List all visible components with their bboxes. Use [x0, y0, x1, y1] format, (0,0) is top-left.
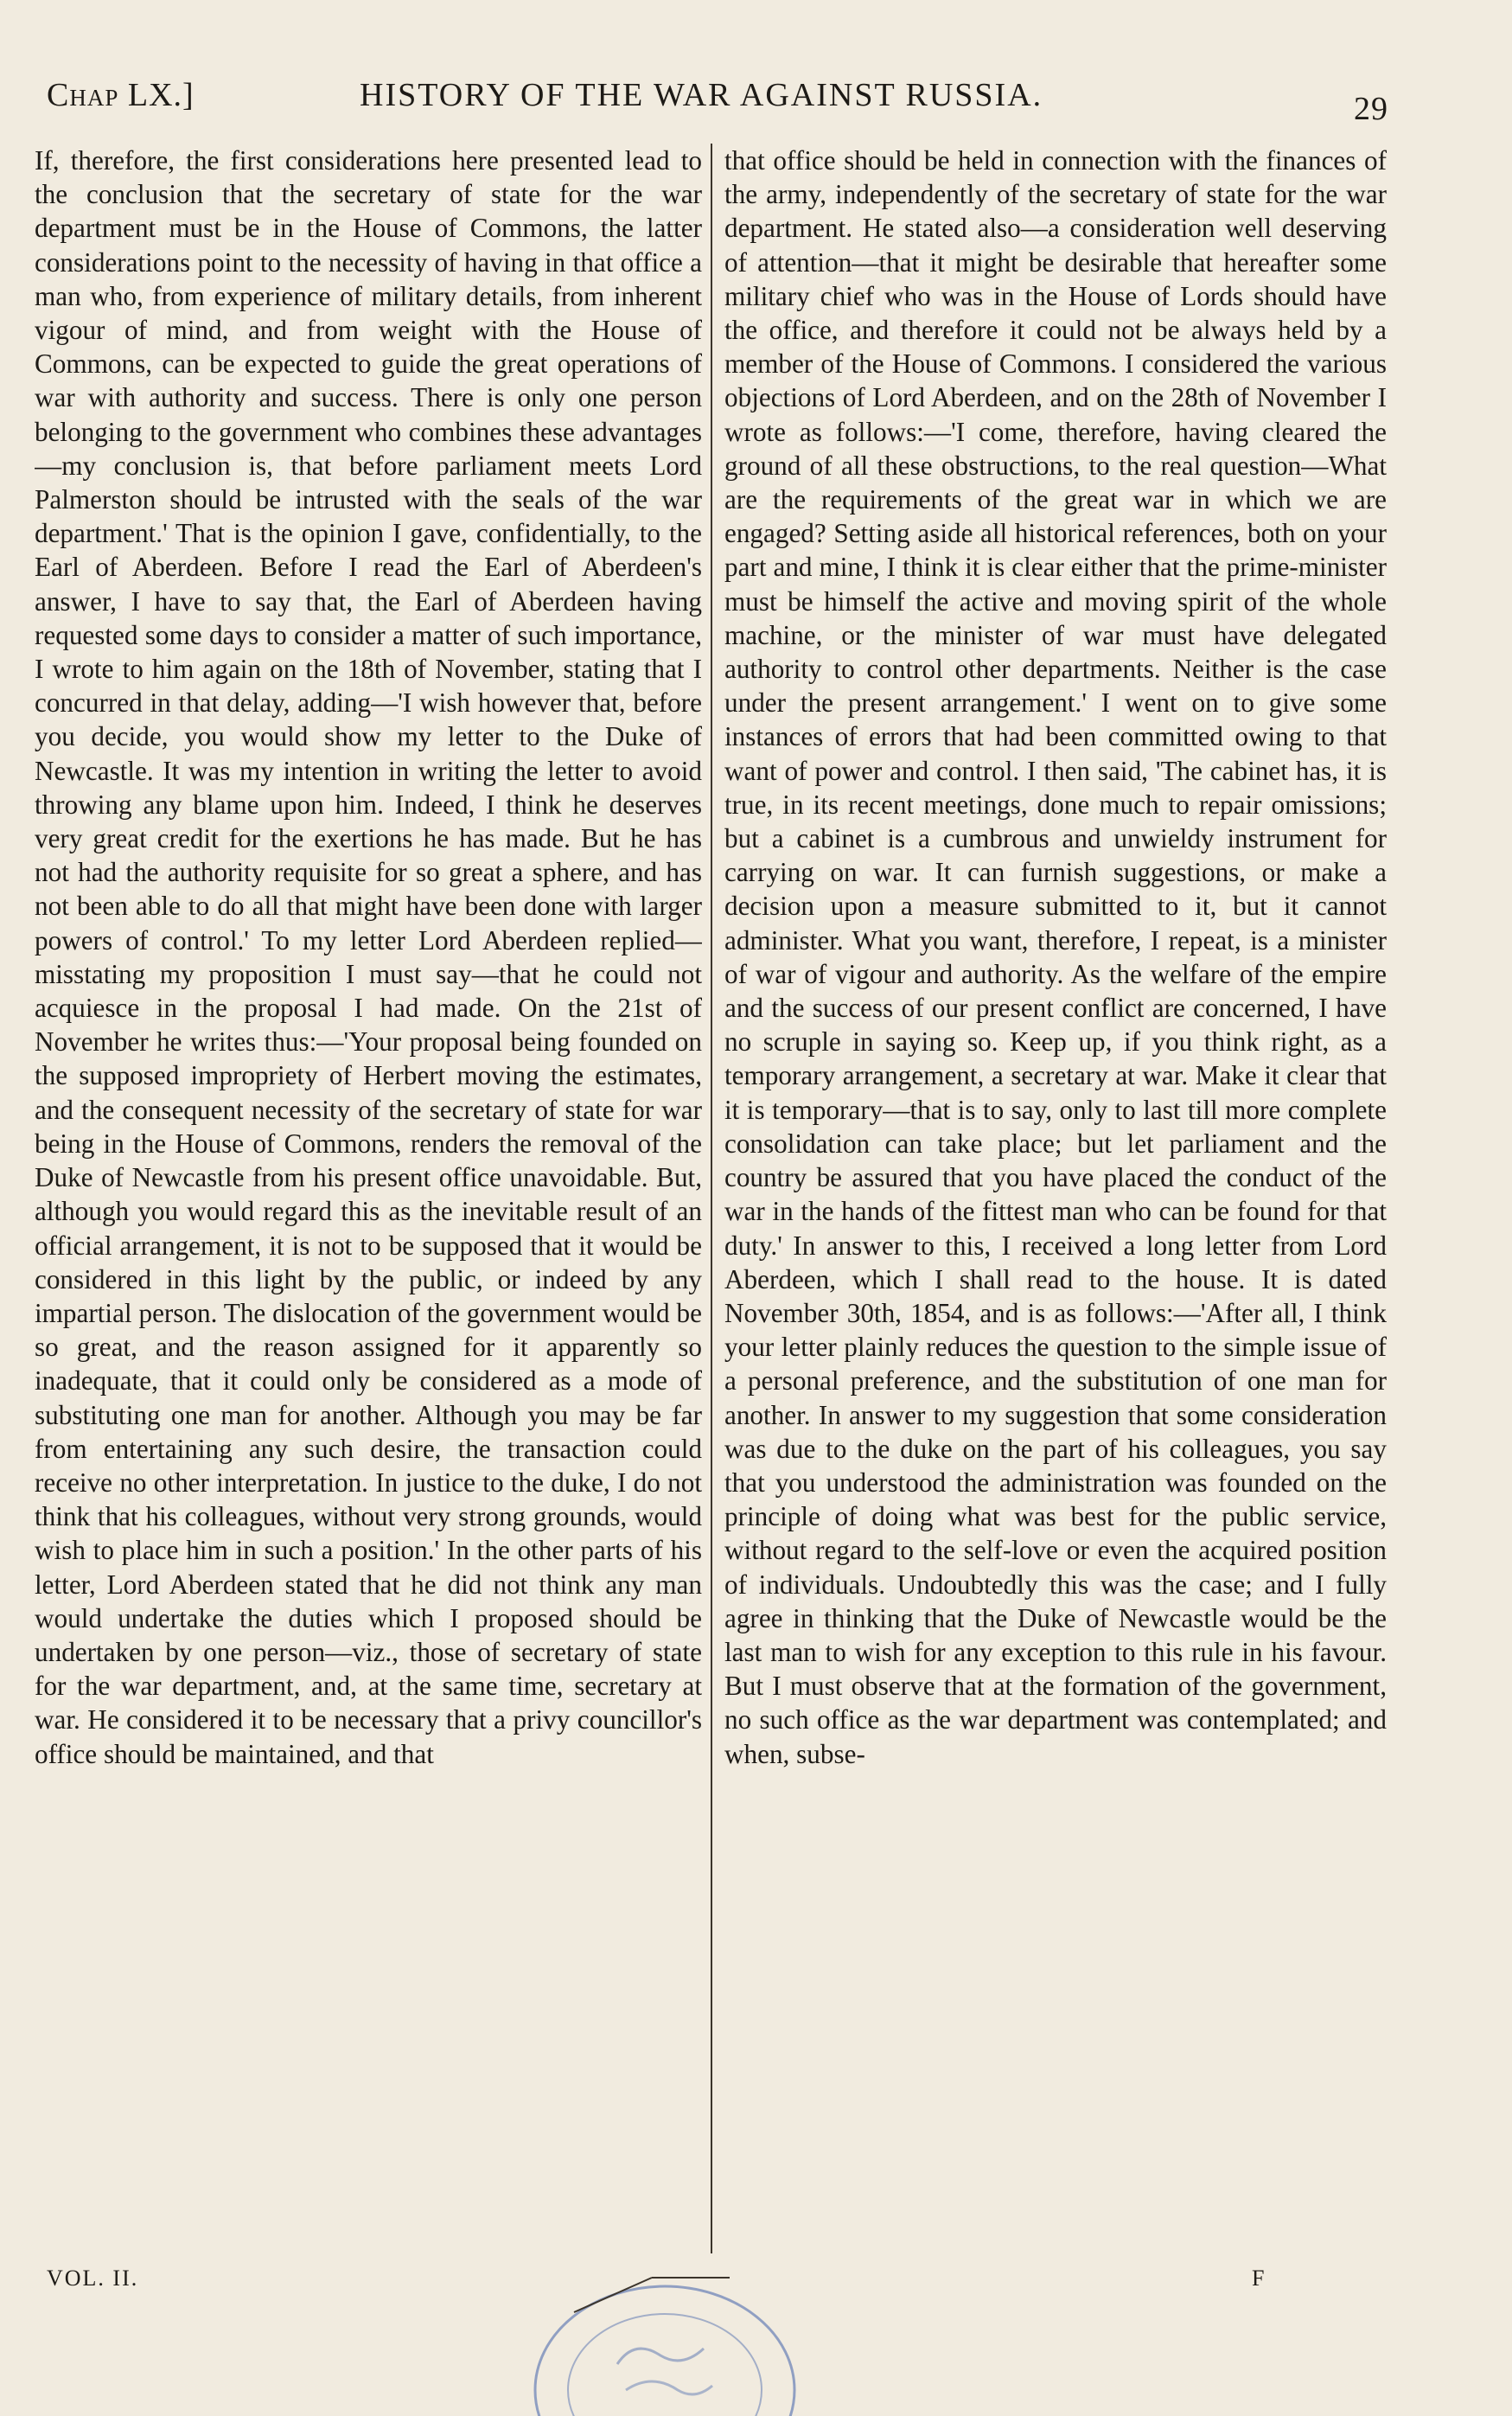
running-title: HISTORY OF THE WAR AGAINST RUSSIA.	[360, 77, 1043, 113]
right-column	[724, 144, 1387, 2262]
left-column-text: If, therefore, the first considerations here presented lead to the conclusion that the secretary of state for the war department must be in the House of Commons, the latter considerations point to the necessity of having in that office a man who, from experience of military details, from inherent vigour of mind, and from weight with the House of Commons, can be expected to guide the great operations of war with authority and success. There is only one person belonging to the government who combines these advantages—my conclusion is, that before parliament meets Lord Palmerston should be intrusted with the seals of the war department.' That is the opinion I gave, confidentially, to the Earl of Aberdeen. Before I read the Earl of Aberdeen's answer, I have to say that, the Earl of Aberdeen having requested some days to consider a matter of such importance, I wrote to him again on the 18th of November, stating that I concurred in that delay, adding—'I wish however that, before you decide, you would show my letter to the Duke of Newcastle. It was my intention in writing the letter to avoid throwing any blame upon him. Indeed, I think he deserves very great credit for the exertions he has made. But he has not had the authority requisite for so great a sphere, and has not been able to do all that might have been done with larger powers of control.' To my letter Lord Aberdeen replied—misstating my proposition I must say—that he could not acquiesce in the proposal I had made. On the 21st of November he writes thus:—'Your proposal being founded on the supposed impropriety of Herbert moving the estimates, and the consequent necessity of the secretary of state for war being in the House of Commons, renders the removal of the Duke of Newcastle from his present office unavoidable. But, although you would regard this as the inevitable result of an official arrangement, it is not to be supposed that it would be considered in this light by the public, or indeed by any impartial person. The dislocation of the government would be so great, and the reason assigned for it apparently so inadequate, that it could only be considered as a mode of substituting one man for another. Although you may be far from entertaining any such desire, the transaction could receive no other interpretation. In justice to the duke, I do not think that his colleagues, without very strong grounds, would wish to place him in such a position.' In the other parts of his letter, Lord Aberdeen stated that he did not think any man would undertake the duties which I proposed should be undertaken by one person—viz., those of secretary of state for the war department, and, at the same time, secretary at war. He considered it to be necessary that a privy councillor's office should be maintained, and that	[35, 145, 702, 1769]
library-stamp-icon	[522, 2260, 807, 2416]
running-header	[47, 76, 1430, 128]
page-number: 29	[1354, 91, 1388, 127]
column-divider	[711, 144, 712, 2253]
signature-mark: F	[1252, 2266, 1265, 2291]
chapter-label: Chap LX.]	[47, 77, 195, 113]
right-column-text: that office should be held in connection with the finances of the army, independently of the secretary of state for the war department. He stated also—a consideration well deserving of attention—that it might be desirable that hereafter some military chief who was in the House of Lords should have the office, and therefore it could not be always held by a member of the House of Commons. I considered the various objections of Lord Aberdeen, and on the 28th of November I wrote as follows:—'I come, therefore, having cleared the ground of all these obstructions, to the real question—What are the requirements of the great war in which we are engaged? Setting aside all historical references, both on your part and mine, I think it is clear either that the prime-minister must be himself the active and moving spirit of the whole machine, or the minister of war must have delegated authority to control other departments. Neither is the case under the present arrangement.' I went on to give some instances of errors that had been committed owing to that want of power and control. I then said, 'The cabinet has, it is true, in its recent meetings, done much to repair omissions; but a cabinet is a cumbrous and unwieldy instrument for carrying on war. It can furnish suggestions, or make a decision upon a measure submitted to it, but it cannot administer. What you want, therefore, I repeat, is a minister of war of vigour and authority. As the welfare of the empire and the success of our present conflict are concerned, I have no scruple in saying so. Keep up, if you think right, as a temporary arrangement, a secretary at war. Make it clear that it is temporary—that is to say, only to last till more complete consolidation can take place; but let parliament and the country be assured that you have placed the conduct of the war in the hands of the fittest man who can be found for that duty.' In answer to this, I received a long letter from Lord Aberdeen, which I shall read to the house. It is dated November 30th, 1854, and is as follows:—'After all, I think your letter plainly reduces the question to the simple issue of a personal preference, and the substitution of one man for another. In answer to my suggestion that some consideration was due to the duke on the part of his colleagues, you say that you understood the administration was founded on the principle of doing what was best for the public service, without regard to the self-love or even the acquired position of individuals. Undoubtedly this was the case; and I fully agree in thinking that the Duke of Newcastle would be the last man to wish for any exception to this rule in his favour. But I must observe that at the formation of the government, no such office as the war department was contemplated; and when, subse-	[724, 145, 1387, 1769]
volume-label: VOL. II.	[47, 2266, 139, 2291]
left-column	[35, 144, 702, 2262]
